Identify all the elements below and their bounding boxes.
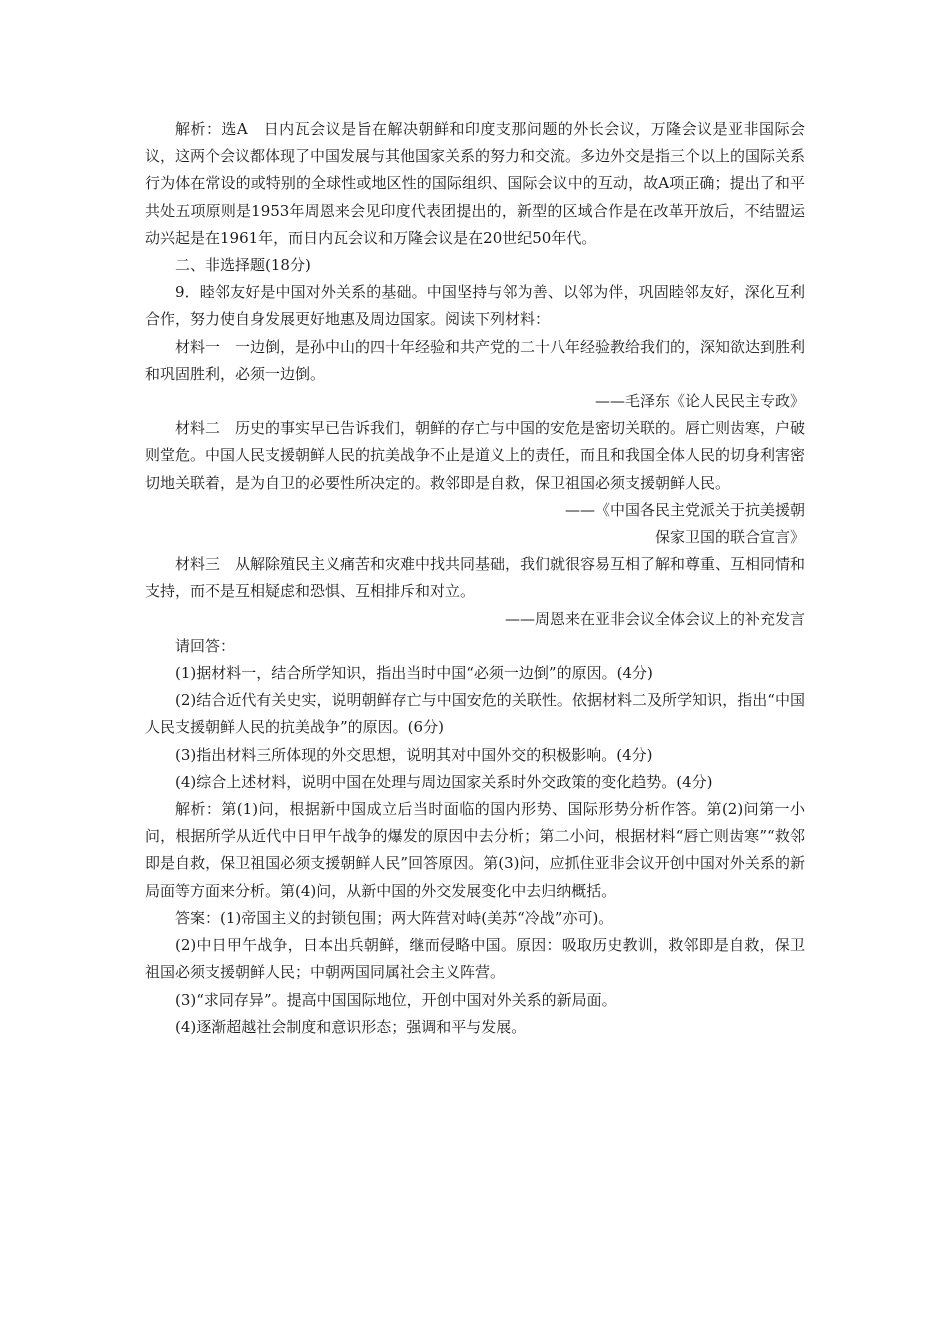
material-2: 材料二 历史的事实早已告诉我们，朝鲜的存亡与中国的安危是密切关联的。唇亡则齿寒，户破则堂危。中国人民支援朝鲜人民的抗美战争不止是道义上的责任，而且和我国全体人民的切身利害密切地关联着，是为自卫的必要性所决定的。救邻即是自救，保卫祖国必须支援朝鲜人民。 bbox=[145, 419, 806, 492]
question-9-2: (2)结合近代有关史实，说明朝鲜存亡与中国安危的关联性。依据材料二及所学知识，指出“中国人民支援朝鲜人民的抗美战争”的原因。(6分) bbox=[145, 691, 805, 737]
material-3: 材料三 从解除殖民主义痛苦和灾难中找共同基础，我们就很容易互相了解和尊重、互相同情和支持，而不是互相疑虑和恐惧、互相排斥和对立。 bbox=[145, 555, 806, 601]
material-2-source-line-2: 保家卫国的联合宣言》 bbox=[654, 528, 805, 547]
answer-4: (4)逐渐超越社会制度和意识形态；强调和平与发展。 bbox=[175, 1017, 527, 1036]
document-page bbox=[145, 116, 805, 1041]
please-answer-label: 请回答： bbox=[175, 636, 236, 655]
question-9-3: (3)指出材料三所体现的外交思想，说明其对中国外交的积极影响。(4分) bbox=[175, 745, 653, 764]
question-9-stem: 9．睦邻友好是中国对外关系的基础。中国坚持与邻为善、以邻为伴，巩固睦邻友好，深化互利合作，努力使自身发展更好地惠及周边国家。阅读下列材料： bbox=[145, 283, 805, 329]
answer-3: (3)“求同存异”。提高中国国际地位，开创中国对外关系的新局面。 bbox=[175, 990, 617, 1009]
material-1: 材料一 一边倒，是孙中山的四十年经验和共产党的二十八年经验教给我们的，深知欲达到胜利和巩固胜利，必须一边倒。 bbox=[145, 337, 806, 383]
question-9-1: (1)据材料一，结合所学知识，指出当时中国“必须一边倒”的原因。(4分) bbox=[175, 664, 653, 683]
material-3-source: ——周恩来在亚非会议全体会议上的补充发言 bbox=[504, 609, 805, 628]
question-9-4: (4)综合上述材料，说明中国在处理与周边国家关系时外交政策的变化趋势。(4分) bbox=[175, 772, 713, 791]
answer-2: (2)中日甲午战争，日本出兵朝鲜，继而侵略中国。原因：吸取历史教训，救邻即是自救，保卫祖国必须支援朝鲜人民；中朝两国同属社会主义阵营。 bbox=[145, 936, 805, 982]
analysis-paragraph-9: 解析：第(1)问，根据新中国成立后当时面临的国内形势、国际形势分析作答。第(2)问第一小问，根据所学从近代中日甲午战争的爆发的原因中去分析；第二小问，根据材料“唇亡则齿寒”“救邻即是自救，保卫祖国必须支援朝鲜人民”回答原因。第(3)问，应抓住亚非会议开创中国对外关系的新局面等方面来分析。第(4)问，从新中国的外交发展变化中去归纳概括。 bbox=[145, 800, 805, 900]
analysis-paragraph-a: 解析：选A 日内瓦会议是旨在解决朝鲜和印度支那问题的外长会议，万隆会议是亚非国际会议，这两个会议都体现了中国发展与其他国家关系的努力和交流。多边外交是指三个以上的国际关系行为体在常设的或特别的全球性或地区性的国际组织、国际会议中的互动，故A项正确；提出了和平共处五项原则是1953年周恩来会见印度代表团提出的，新型的区域合作是在改革开放后，不结盟运动兴起是在1961年，而日内瓦会议和万隆会议是在20世纪50年代。 bbox=[145, 120, 806, 247]
material-1-source: ——毛泽东《论人民民主专政》 bbox=[594, 392, 805, 411]
material-2-source-line-1: ——《中国各民主党派关于抗美援朝 bbox=[564, 500, 805, 519]
section-title: 二、非选择题(18分) bbox=[175, 256, 311, 275]
answer-1: 答案：(1)帝国主义的封锁包围；两大阵营对峙(美苏“冷战”亦可)。 bbox=[175, 908, 614, 927]
